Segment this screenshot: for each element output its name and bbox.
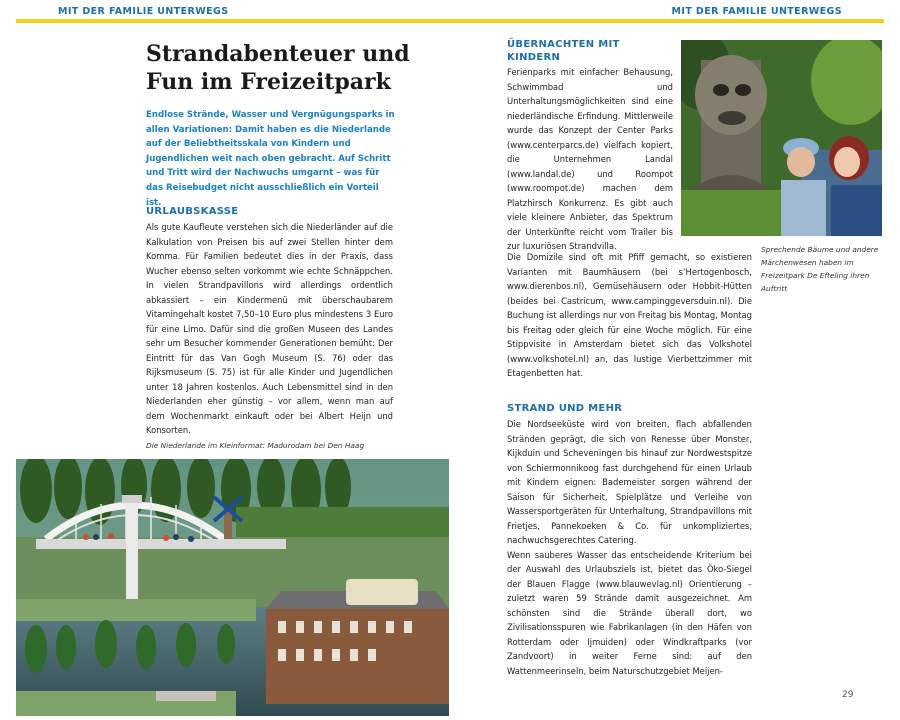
running-header-left: MIT DER FAMILIE UNTERWEGS (58, 6, 229, 17)
header-rule (16, 19, 884, 23)
article-lead: Endlose Strände, Wasser und Vergnügungsparks in allen Variationen: Damit haben es die Niederlande auf der Beliebtheitsskala von Kindern und Jugendlichen weit nach oben gebracht. Auf Schritt und Tritt wird der Nachwuchs umgarnt – was für das Reisebudget nicht ausschließlich ein Vorteil ist. (146, 110, 395, 208)
section-heading-uebernachten: ÜBERNACHTEN MIT KINDERN (507, 39, 620, 63)
page-number: 29 (842, 690, 854, 700)
section-text-urlaubskasse: Als gute Kaufleute verstehen sich die Niederländer auf die Kalkulation von Preisen bis auf zwei Stellen hinter dem Komma. Für Familien bedeutet dies in der Praxis, dass Wucher ebenso selten vorkommt wie echte Schnäppchen. In vielen Strandpavillons wird allerdings ordentlich abkassiert – ein Kindermenü mit überschaubarem Vitamingehalt kostet 7,50–10 Euro plus mindestens 3 Euro für eine Limo. Dafür sind die großen Museen des Landes sehr um Besucher kommender Generationen bemüht: Der Eintritt für das Van Gogh Museum (S. 76) oder das Rijksmuseum (S. 75) ist für alle Kinder und Jugendlichen unter 18 Jahren kostenlos. Auch Lebensmittel sind in den Niederlanden eher günstig – vor allem, wenn man auf dem Wochenmarkt einkauft oder bei Albert Heijn und Konsorten. (146, 222, 393, 435)
section-text-strand (507, 417, 752, 678)
section-text-uebernachten-wide: Die Domizile sind oft mit Pfiff gemacht, so existieren Varianten mit Baumhäusern (bei s’Hertogenbosch, www.dierenbos.nl), Gemüsehäusern oder Hobbit-Hütten (beides bei Castricum, www.campinggeversduin.nl). Die Buchung ist allerdings nur von Freitag bis Montag, Montag bis Freitag oder gleich für eine Woche möglich. Für eine Stippvisite in Amsterdam bietet sich das Volkshotel (www.volkshotel.nl) an, das lustige Vierbettzimmer mit Etagenbetten hat. (507, 252, 752, 378)
efteling-photo (681, 40, 882, 236)
caption-efteling: Sprechende Bäume und andere Märchenwesen haben im Freizeitpark De Efteling ihren Auftritt (761, 245, 879, 293)
caption-madurodam: Die Niederlande im Kleinformat: Madurodam bei Den Haag (146, 441, 365, 450)
madurodam-photo (16, 459, 449, 716)
strand-paragraph-2: Wenn sauberes Wasser das entscheidende Kriterium bei der Auswahl des Urlaubsziels ist, bietet das Öko-Siegel der Blauen Flagge (www.blauwevlag.nl) Orientierung – zuletzt waren 59 Strände damit ausgezeichnet. Am schönsten sind die Strände überall dort, wo Zivilisationsspuren wie Fabrikanlagen (in den Häfen von Rotterdam oder Ijmuiden) oder Windkraftparks (vor Zandvoort) in weiter Ferne sind: auf den Wattenmeerinseln, beim Naturschutzgebiet Meijen- (507, 549, 752, 676)
strand-paragraph-1: Die Nordseeküste wird von breiten, flach abfallenden Stränden geprägt, die sich von Renesse über Monster, Kijkduin und Scheveningen bis hinauf zur Nordwestspitze von Schiermonnikoog fast durchgehend für einen Urlaub mit Kindern eignen: Bademeister sorgen während der Saison für Sicherheit, Spielplätze und Verleihe von Wassersportgeräten für Unterhaltung, Strandpavillons mit Frietjes, Pannekoeken & Co. für unkompliziertes, nachwuchsgerechtes Catering. (507, 419, 752, 545)
section-heading-urlaubskasse: URLAUBSKASSE (146, 206, 239, 217)
running-header-right: MIT DER FAMILIE UNTERWEGS (671, 6, 842, 17)
section-text-uebernachten-narrow: Ferienparks mit einfacher Behausung, Schwimmbad und Unterhaltungsmöglichkeiten sind eine niederländische Erfindung. Mittlerweile wurde das Konzept der Center Parks (www.centerparcs.de) vielfach kopiert, die Unternehmen Landal (www.landal.de) und Roompot (www.roompot.de) machen dem Platzhirsch Konkurrenz. Es gibt auch viele kleinere Anbieter, das Spektrum der Unterkünfte reicht vom Trailer bis zur luxuriösen Strandvilla. (507, 67, 673, 251)
section-heading-strand: STRAND UND MEHR (507, 403, 623, 414)
article-title: Strandabenteuer und Fun im Freizeitpark (146, 41, 410, 95)
